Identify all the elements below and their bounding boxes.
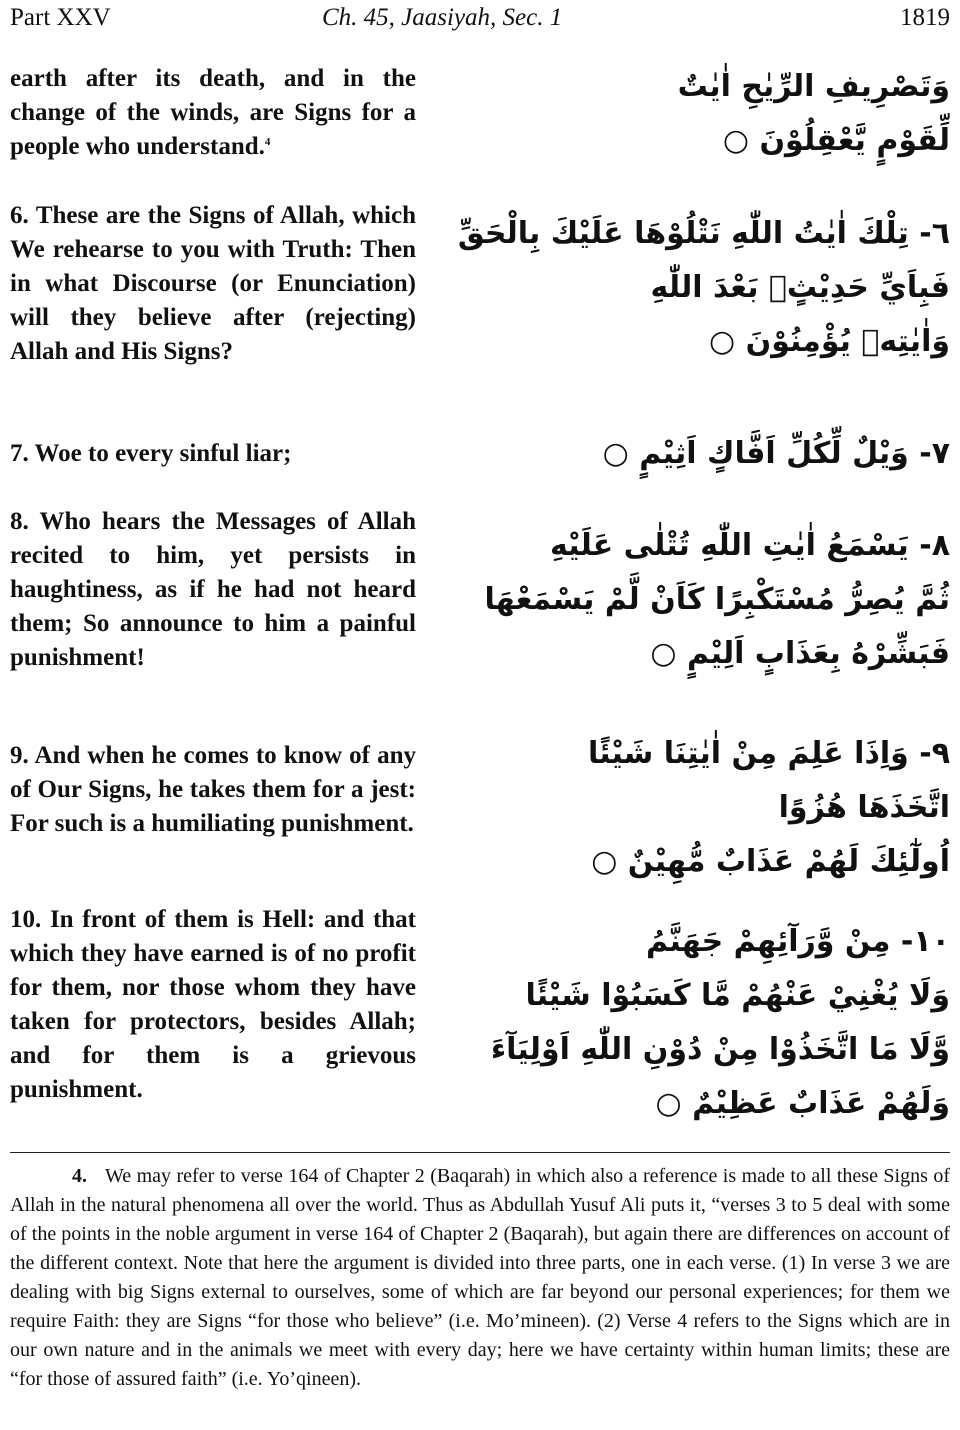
verse-english: earth after its death, and in the change of the winds, are Signs for a people who understand.$^4$ <box>10 65 416 160</box>
arabic-line: فَبِاَيِّ حَدِيْثٍۭ بَعْدَ اللّٰهِ <box>650 270 950 305</box>
arabic-line: فَبَشِّرْهُ بِعَذَابٍ اَلِيْمٍ ○ <box>650 636 950 671</box>
arabic-line: ٦- تِلْكَ اٰيٰتُ اللّٰهِ نَتْلُوْهَا عَلَيْكَ بِالْحَقِّ <box>457 216 950 251</box>
verse-english: 10. In front of them is Hell: and that which they have earned is of no profit for them, nor those whom they have taken for protectors, besides Allah; and for them is a grievous punishment. <box>10 906 416 1103</box>
arabic-line: ١٠- مِنْ وَّرَآئِهِمْ جَهَنَّمُ <box>646 924 950 959</box>
arabic-line: وَتَصْرِيفِ الرِّيٰحِ اٰيٰتٌ <box>677 69 950 104</box>
arabic-line: اتَّخَذَهَا هُزُوًا <box>778 790 950 825</box>
verse-arabic <box>470 60 950 168</box>
verse-english: 8. Who hears the Messages of Allah recited to him, yet persists in haughtiness, as if he had not heard them; So announce to him a painful punishment! <box>10 508 416 671</box>
footnote-reference[interactable]: 4 <box>264 136 271 148</box>
arabic-line: اُولٰٓئِكَ لَهُمْ عَذَابٌ مُّهِيْنٌ ○ <box>591 844 950 879</box>
arabic-line: ثُمَّ يُصِرُّ مُسْتَكْبِرًا كَاَنْ لَّمْ يَسْمَعْهَا <box>484 582 950 617</box>
running-header <box>0 0 960 40</box>
arabic-line: وَلَا يُغْنِيْ عَنْهُمْ مَّا كَسَبُوْا شَيْئًا <box>525 978 950 1013</box>
arabic-line: وَّلَا مَا اتَّخَذُوْا مِنْ دُوْنِ اللّٰهِ اَوْلِيَآءَ <box>490 1032 950 1067</box>
page-number: 1819 <box>900 4 950 31</box>
footnote-divider <box>10 1152 950 1153</box>
verse-english: 9. And when he comes to know of any of Our Signs, he takes them for a jest: For such is a humiliating punishment. <box>10 742 416 837</box>
footnote-4 <box>10 1162 950 1394</box>
arabic-line: لِّقَوْمٍ يَّعْقِلُوْنَ ○ <box>722 123 950 158</box>
verse-english: 7. Woe to every sinful liar; <box>10 440 292 467</box>
verse-arabic <box>470 519 950 681</box>
arabic-line: ٩- وَاِذَا عَلِمَ مِنْ اٰيٰتِنَا شَيْئًا <box>588 736 950 771</box>
arabic-line: وَلَهُمْ عَذَابٌ عَظِيْمٌ ○ <box>655 1086 950 1121</box>
verse-arabic <box>470 427 950 481</box>
verse-arabic <box>470 915 950 1131</box>
verse-arabic <box>470 727 950 889</box>
footnote-text: We may refer to verse 164 of Chapter 2 (Baqarah) in which also a reference is made to all these Signs of Allah in the natural phenomena all over the world. Thus as Abdullah Yusuf Ali puts it, “verses 3 to 5 deal with some of the points in the noble argument in verse 164 of Chapter 2 (Baqarah), but again there are differences on account of the different context. Note that here the argument is divided into three parts, one in each verse. (1) In verse 3 we are dealing with big Signs external to ourselves, some of which are far beyond our personal experiences; for them we require Faith: they are Signs “for those who believe” (i.e. Mo’mineen). (2) Verse 4 refers to the Signs which are in our own nature and in the animals we meet with every day; here we have certainty within human limits; these are “for those of assured faith” (i.e. Yo’qineen). <box>10 1165 950 1390</box>
arabic-line: ٨- يَسْمَعُ اٰيٰتِ اللّٰهِ تُتْلٰى عَلَيْهِ <box>550 528 950 563</box>
part-label: Part XXV <box>10 4 111 31</box>
verse-english: 6. These are the Signs of Allah, which We rehearse to you with Truth: Then in what Discourse (or Enunciation) will they believe after (rejecting) Allah and His Signs? <box>10 202 416 365</box>
footnote-number: 4. <box>72 1165 87 1187</box>
verse-arabic <box>457 207 950 369</box>
arabic-line: ٧- وَيْلٌ لِّكُلِّ اَفَّاكٍ اَثِيْمٍ ○ <box>602 436 950 471</box>
arabic-line: وَاٰيٰتِهٖ يُؤْمِنُوْنَ ○ <box>708 324 950 359</box>
chapter-label: Ch. 45, Jaasiyah, Sec. 1 <box>322 4 563 31</box>
